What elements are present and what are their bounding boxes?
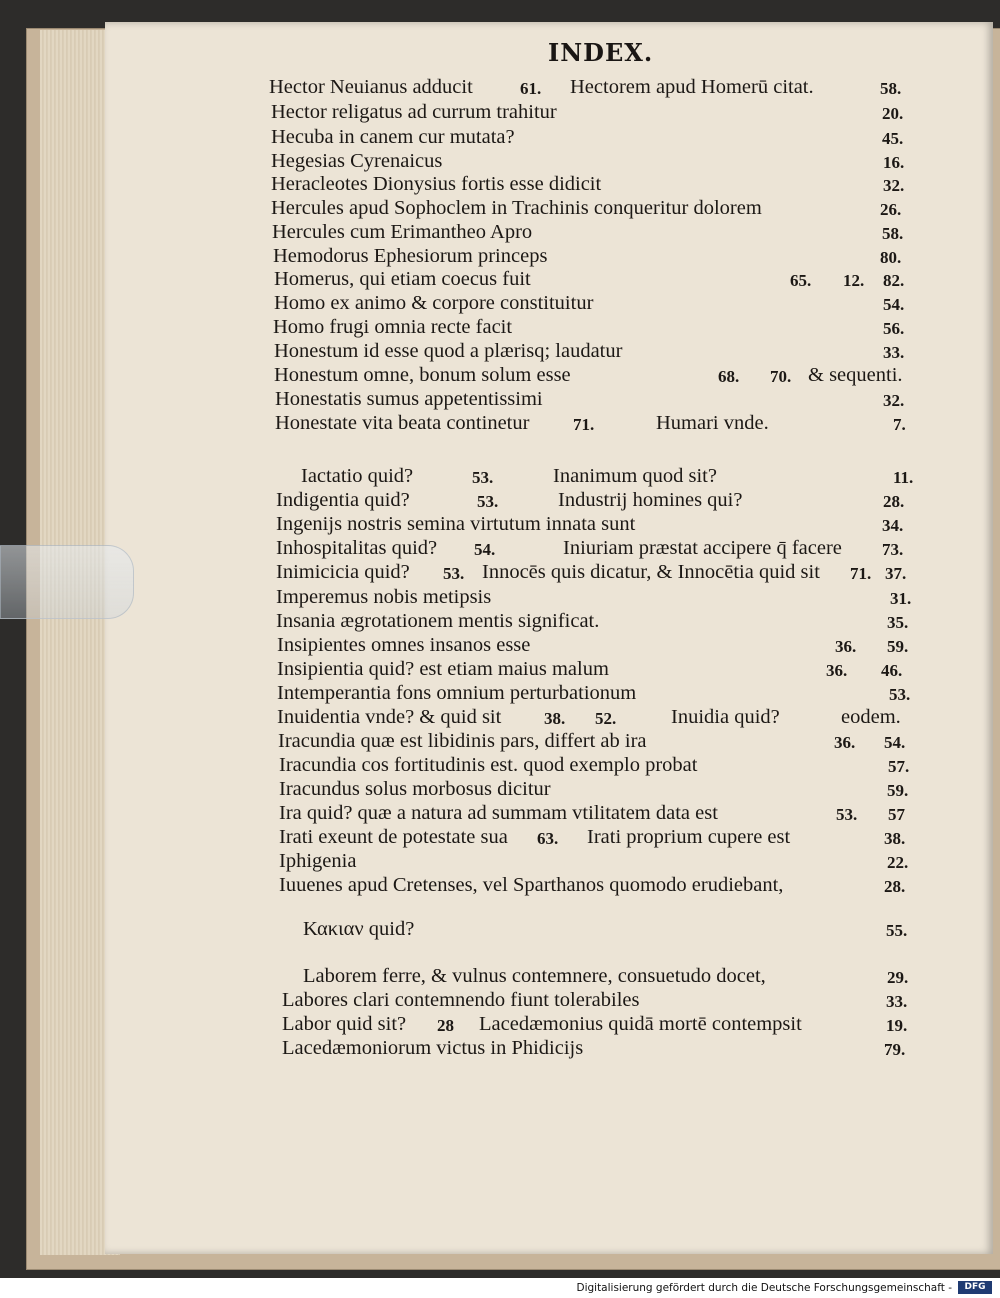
page-reference: 37. [885,564,907,583]
index-entry [0,1037,1000,1061]
index-entry [0,850,1000,874]
page-reference: 53. [889,685,911,704]
page-reference: 53. [443,564,465,583]
index-entry [0,388,1000,412]
entry-text: Indigentia quid? [276,489,410,511]
page-reference: 36. [834,733,856,752]
index-entry [0,513,1000,537]
index-entry [0,802,1000,826]
page-reference: 11. [893,468,914,487]
page-reference: 29. [887,968,909,987]
page-reference: 53. [477,492,499,511]
entry-text: Homo frugi omnia recte facit [273,316,513,338]
index-entry [0,101,1000,125]
page-reference: 63. [537,829,559,848]
index-entry [0,197,1000,221]
page-header: INDEX. [548,38,654,67]
page-reference: 33. [883,343,905,362]
entry-text: Insania ægrotationem mentis significat. [276,610,600,632]
index-entry [0,658,1000,682]
entry-text: Iniuriam præstat accipere q̄ facere [563,537,842,559]
index-entry [0,826,1000,850]
page-reference: 61. [520,79,542,98]
entry-text: Hecuba in canem cur mutata? [271,126,515,148]
page-reference: 57 [888,805,905,824]
entry-text: Honestum omne, bonum solum esse [274,364,571,386]
index-entry [0,489,1000,513]
page-reference: 71. [850,564,872,583]
entry-text: Inimicicia quid? [276,561,410,583]
entry-text: Labor quid sit? [282,1013,407,1035]
page-reference: 38. [544,709,566,728]
page-reference: 32. [883,176,905,195]
index-entry [0,537,1000,561]
index-entry [0,1013,1000,1037]
entry-text: Homo ex animo & corpore constituitur [274,292,594,314]
footer-bar [0,1278,1000,1298]
index-entry [0,874,1000,898]
page-reference: 59. [887,637,909,656]
index-entry [0,586,1000,610]
index-entry [0,634,1000,658]
page-reference: 34. [882,516,904,535]
entry-text: Labores clari contemnendo fiunt tolerabiles [282,989,640,1011]
page-reference: 36. [826,661,848,680]
page-reference: 32. [883,391,905,410]
page-reference: 28. [883,492,905,511]
entry-text: Heracleotes Dionysius fortis esse didicit [271,173,602,195]
page-reference: 54. [474,540,496,559]
page-reference: 59. [887,781,909,800]
entry-text: Hercules apud Sophoclem in Trachinis conqueritur dolorem [271,197,762,219]
page-reference: 31. [890,589,912,608]
index-entry [0,682,1000,706]
index-entry [0,292,1000,316]
index-entry [0,221,1000,245]
entry-text: Hectorem apud Homerū citat. [570,76,814,98]
entry-text: Laborem ferre, & vulnus contemnere, consuetudo docet, [303,965,766,987]
entry-text: Insipientes omnes insanos esse [277,634,531,656]
entry-text: Irati exeunt de potestate sua [279,826,508,848]
entry-text: Iracundia cos fortitudinis est. quod exemplo probat [279,754,698,776]
page-reference: 16. [883,153,905,172]
entry-text: Insipientia quid? est etiam maius malum [277,658,609,680]
index-entry [0,561,1000,585]
index-entry [0,730,1000,754]
index-entry [0,918,1000,942]
index-entry [0,610,1000,634]
index-entry [0,412,1000,436]
index-entry [0,126,1000,150]
entry-text: Humari vnde. [656,412,769,434]
entry-text: Iracundia quæ est libidinis pars, differt ab ira [278,730,647,752]
index-entry [0,778,1000,802]
page-reference: 28. [884,877,906,896]
page-reference: 54. [883,295,905,314]
entry-text: Inhospitalitas quid? [276,537,438,559]
entry-text: eodem. [841,706,901,728]
entry-text: Industrij homines qui? [558,489,743,511]
page-reference: 22. [887,853,909,872]
entry-text: Iuuenes apud Cretenses, vel Sparthanos quomodo erudiebant, [279,874,784,896]
page-reference: 28 [437,1016,454,1035]
entry-text: Lacedæmoniorum victus in Phidicijs [282,1037,584,1059]
entry-text: Hercules cum Erimantheo Apro [272,221,533,243]
index-entry [0,150,1000,174]
index-entry [0,173,1000,197]
index-entry [0,245,1000,269]
index-entry [0,965,1000,989]
page-reference: 57. [888,757,910,776]
entry-text: Honestatis sumus appetentissimi [275,388,543,410]
page-reference: 26. [880,200,902,219]
page-reference: 7. [893,415,906,434]
footer-credit: Digitalisierung gefördert durch die Deutsche Forschungsgemeinschaft - [576,1282,952,1294]
entry-text: Innocēs quis dicatur, & Innocētia quid sit [482,561,820,583]
entry-text: Inanimum quod sit? [553,465,717,487]
page-reference: 56. [883,319,905,338]
entry-text: Imperemus nobis metipsis [276,586,492,608]
page-reference: 46. [881,661,903,680]
page-reference: 68. [718,367,740,386]
entry-text: Hector religatus ad currum trahitur [271,101,557,123]
entry-text: & sequenti. [808,364,903,386]
entry-text: Irati proprium cupere est [587,826,791,848]
page-reference: 20. [882,104,904,123]
entry-text: Hector Neuianus adducit [269,76,473,98]
index-entry [0,989,1000,1013]
index-entry [0,268,1000,292]
page-reference: 45. [882,129,904,148]
page-reference: 52. [595,709,617,728]
page-reference: 19. [886,1016,908,1035]
entry-text: Honestate vita beata continetur [275,412,530,434]
index-entry [0,706,1000,730]
page-reference: 58. [880,79,902,98]
entry-text: Homerus, qui etiam coecus fuit [274,268,531,290]
entry-text: Hemodorus Ephesiorum princeps [273,245,548,267]
page-reference: 73. [882,540,904,559]
page-reference: 53. [836,805,858,824]
page-reference: 70. [770,367,792,386]
page-reference: 36. [835,637,857,656]
entry-text: Inuidia quid? [671,706,780,728]
page-reference: 54. [884,733,906,752]
entry-text: Inuidentia vnde? & quid sit [277,706,502,728]
entry-text: Ira quid? quæ a natura ad summam vtilitatem data est [279,802,718,824]
page-reference: 79. [884,1040,906,1059]
index-entry [0,340,1000,364]
page-reference: 71. [573,415,595,434]
index-entry [0,364,1000,388]
index-entry [0,465,1000,489]
page-reference: 33. [886,992,908,1011]
entry-text: Intemperantia fons omnium perturbationum [277,682,637,704]
index-entry [0,76,1000,100]
entry-text: Hegesias Cyrenaicus [271,150,443,172]
entry-text: Ingenijs nostris semina virtutum innata sunt [276,513,636,535]
entry-text: Honestum id esse quod a plærisq; laudatur [274,340,623,362]
entry-text: Iactatio quid? [301,465,414,487]
index-entry [0,316,1000,340]
entry-text: Lacedæmonius quidā mortē contempsit [479,1013,802,1035]
page-reference: 82. [883,271,905,290]
entry-text: Κακιαν quid? [303,918,415,940]
entry-text: Iphigenia [279,850,357,872]
page-reference: 38. [884,829,906,848]
page-reference: 58. [882,224,904,243]
page-reference: 55. [886,921,908,940]
page-reference: 35. [887,613,909,632]
entry-text: Iracundus solus morbosus dicitur [279,778,551,800]
page-reference: 65. [790,271,812,290]
page-reference: 80. [880,248,902,267]
page-reference: 12. [843,271,865,290]
page-reference: 53. [472,468,494,487]
index-entry [0,754,1000,778]
dfg-logo-icon: DFG [958,1281,992,1294]
